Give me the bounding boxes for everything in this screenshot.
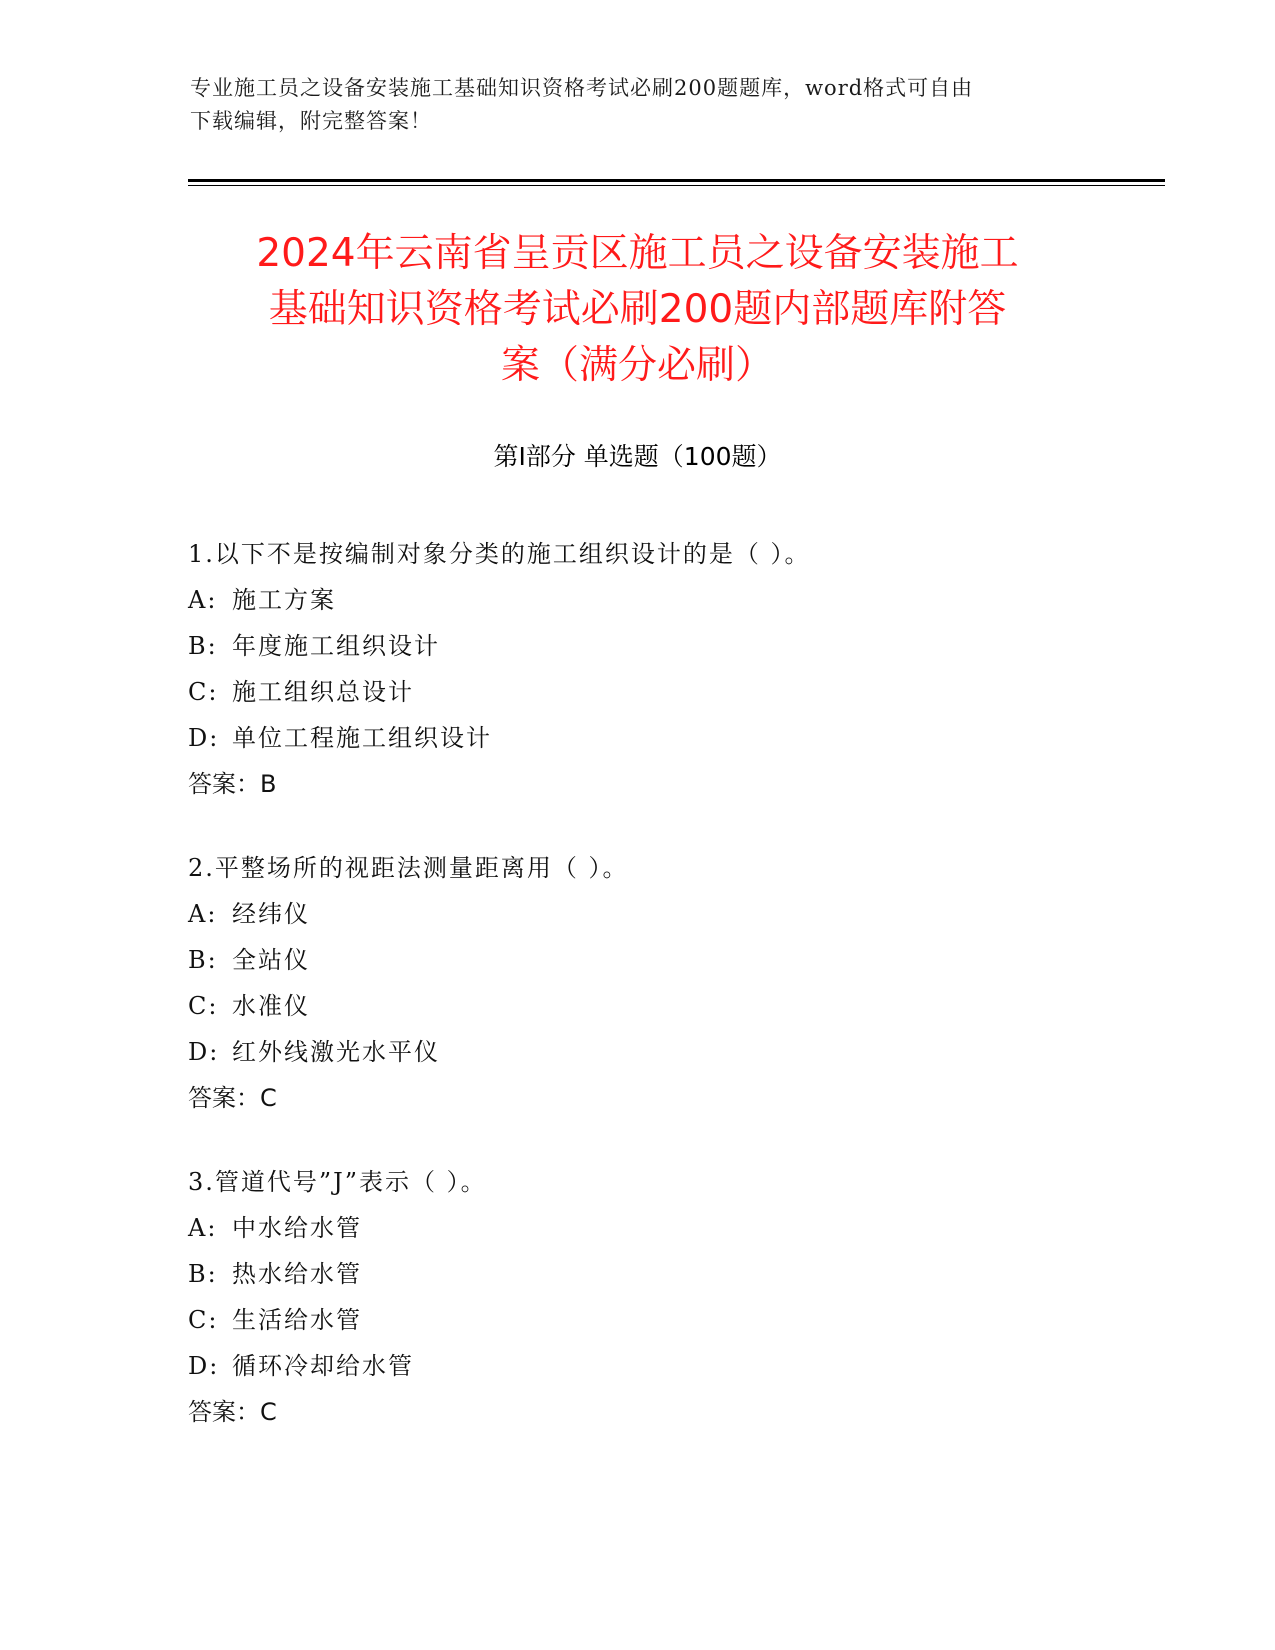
option-text: 水准仪 (232, 992, 310, 1020)
option-key: A: (188, 900, 218, 928)
option-text: 年度施工组织设计 (232, 632, 440, 660)
option-a (188, 582, 1148, 618)
answer: 答案：C (188, 1084, 277, 1112)
option-text: 全站仪 (232, 946, 310, 974)
option-key: B: (188, 946, 218, 974)
option-b (188, 942, 1148, 978)
option-text: 单位工程施工组织设计 (232, 724, 492, 752)
option-text: 施工方案 (232, 586, 336, 614)
question-3 (188, 1164, 1148, 1430)
answer: 答案：C (188, 1398, 277, 1426)
option-key: D: (188, 1038, 220, 1066)
option-key: D: (188, 724, 220, 752)
question-1 (188, 536, 1148, 802)
option-c (188, 988, 1148, 1024)
option-key: A: (188, 1214, 218, 1242)
option-text: 生活给水管 (232, 1306, 362, 1334)
question-stem: 3.管道代号”J”表示（ ）。 (188, 1168, 487, 1196)
option-key: A: (188, 586, 218, 614)
question-list (188, 536, 1148, 1478)
option-text: 经纬仪 (232, 900, 310, 928)
option-c (188, 674, 1148, 710)
header-note-line-1: 专业施工员之设备安装施工基础知识资格考试必刷200题题库，word格式可自由 (190, 76, 974, 100)
option-text: 热水给水管 (232, 1260, 362, 1288)
option-key: B: (188, 1260, 218, 1288)
option-d (188, 1034, 1148, 1070)
option-text: 循环冷却给水管 (232, 1352, 414, 1380)
option-text: 中水给水管 (232, 1214, 362, 1242)
option-text: 红外线激光水平仪 (232, 1038, 440, 1066)
document-title-line-1: 2024年云南省呈贡区施工员之设备安装施工 (256, 231, 1019, 276)
option-text: 施工组织总设计 (232, 678, 414, 706)
question-stem: 2.平整场所的视距法测量距离用（ ）。 (188, 854, 629, 882)
answer: 答案：B (188, 770, 277, 798)
document-title-line-3: 案（满分必刷） (500, 343, 774, 388)
header-divider-thick (188, 179, 1165, 182)
option-key: B: (188, 632, 218, 660)
header-note (190, 72, 1090, 138)
option-a (188, 1210, 1148, 1246)
header-note-line-2: 下载编辑，附完整答案！ (190, 109, 432, 133)
option-key: C: (188, 1306, 219, 1334)
option-key: D: (188, 1352, 220, 1380)
document-title-line-2: 基础知识资格考试必刷200题内部题库附答 (268, 287, 1007, 332)
option-a (188, 896, 1148, 932)
section-title: 第Ⅰ部分 单选题（100题） (493, 442, 782, 471)
option-key: C: (188, 992, 219, 1020)
header-divider-thin (188, 185, 1165, 186)
option-key: C: (188, 678, 219, 706)
question-stem: 1.以下不是按编制对象分类的施工组织设计的是（ ）。 (188, 540, 811, 568)
option-b (188, 628, 1148, 664)
option-b (188, 1256, 1148, 1292)
question-2 (188, 850, 1148, 1116)
option-d (188, 720, 1148, 756)
option-c (188, 1302, 1148, 1338)
document-title (170, 226, 1105, 394)
option-d (188, 1348, 1148, 1384)
